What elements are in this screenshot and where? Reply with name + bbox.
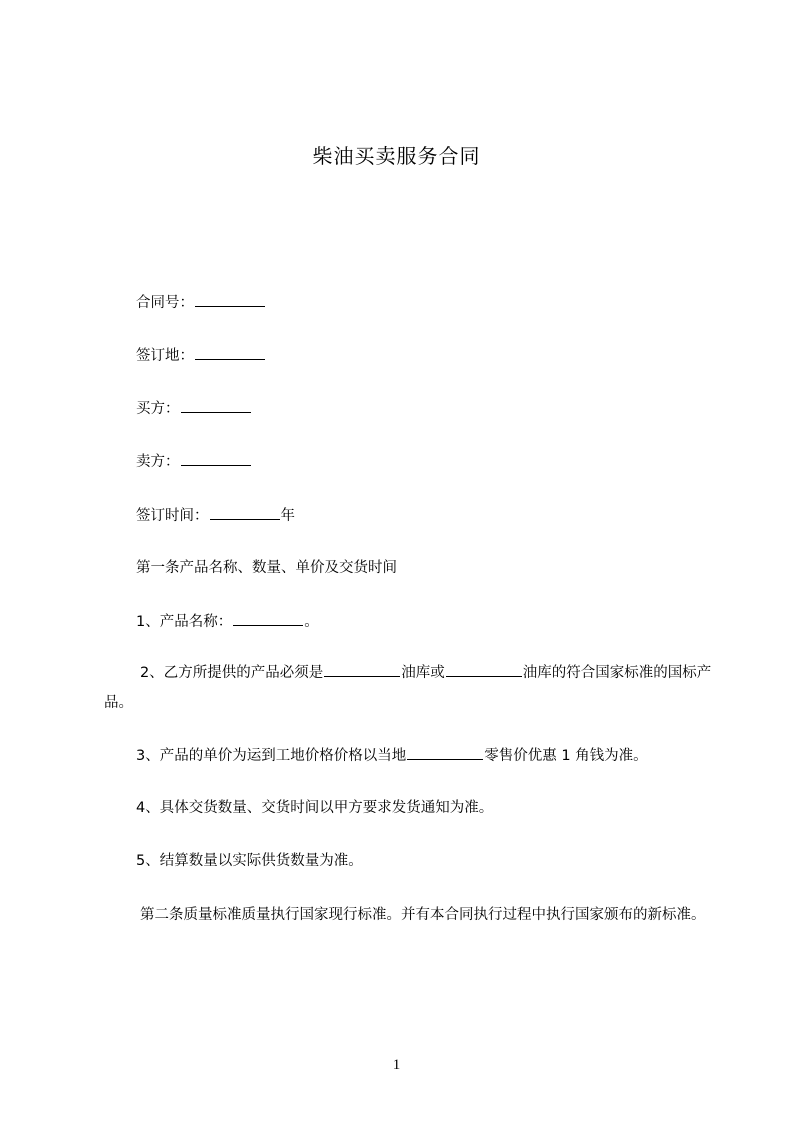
article-1-item-5: 5、结算数量以实际供货数量为准。	[136, 853, 363, 869]
buyer-blank	[181, 398, 251, 413]
seller-field	[136, 451, 252, 472]
article-2	[104, 900, 714, 930]
item-1-text: 1、产品名称：	[136, 614, 233, 630]
product-name-blank	[233, 611, 303, 626]
sign-time-blank	[210, 505, 280, 520]
contract-number-label: 合同号：	[136, 295, 194, 311]
seller-label: 卖方：	[136, 454, 180, 470]
article-1-item-4: 4、具体交货数量、交货时间以甲方要求发货通知为准。	[136, 800, 494, 816]
sign-time-label: 签订时间：	[136, 508, 209, 524]
article-1-item-1	[136, 611, 319, 632]
item-3-prefix: 3、产品的单价为运到工地价格价格以当地	[136, 748, 407, 764]
item-3-suffix: 零售价优惠 1 角钱为准。	[484, 748, 648, 764]
article-1-item-3	[136, 745, 648, 766]
depot-2-blank	[446, 662, 522, 677]
local-price-blank	[407, 745, 483, 760]
seller-blank	[181, 451, 251, 466]
item-2-mid: 油库或	[401, 665, 445, 681]
document-title: 柴油买卖服务合同	[312, 144, 481, 168]
sign-time-field	[136, 505, 295, 526]
sign-place-field	[136, 345, 266, 366]
page-number: 1	[392, 1057, 401, 1073]
item-2-prefix: 2、乙方所提供的产品必须是	[140, 665, 324, 681]
item-1-suffix: 。	[304, 614, 319, 630]
contract-number-field	[136, 292, 266, 313]
sign-place-label: 签订地：	[136, 348, 194, 364]
depot-1-blank	[324, 662, 400, 677]
buyer-field	[136, 398, 252, 419]
article-1-heading: 第一条产品名称、数量、单价及交货时间	[136, 560, 397, 576]
buyer-label: 买方：	[136, 401, 180, 417]
contract-number-blank	[195, 292, 265, 307]
item-2-suffix: 油库的符合国家标准的国标产品。	[104, 665, 712, 711]
sign-place-blank	[195, 345, 265, 360]
sign-time-suffix: 年	[280, 508, 295, 524]
article-2-text: 第二条质量标准质量执行国家现行标准。并有本合同执行过程中执行国家颁布的新标准。	[140, 907, 706, 923]
article-1-item-2	[104, 658, 714, 718]
